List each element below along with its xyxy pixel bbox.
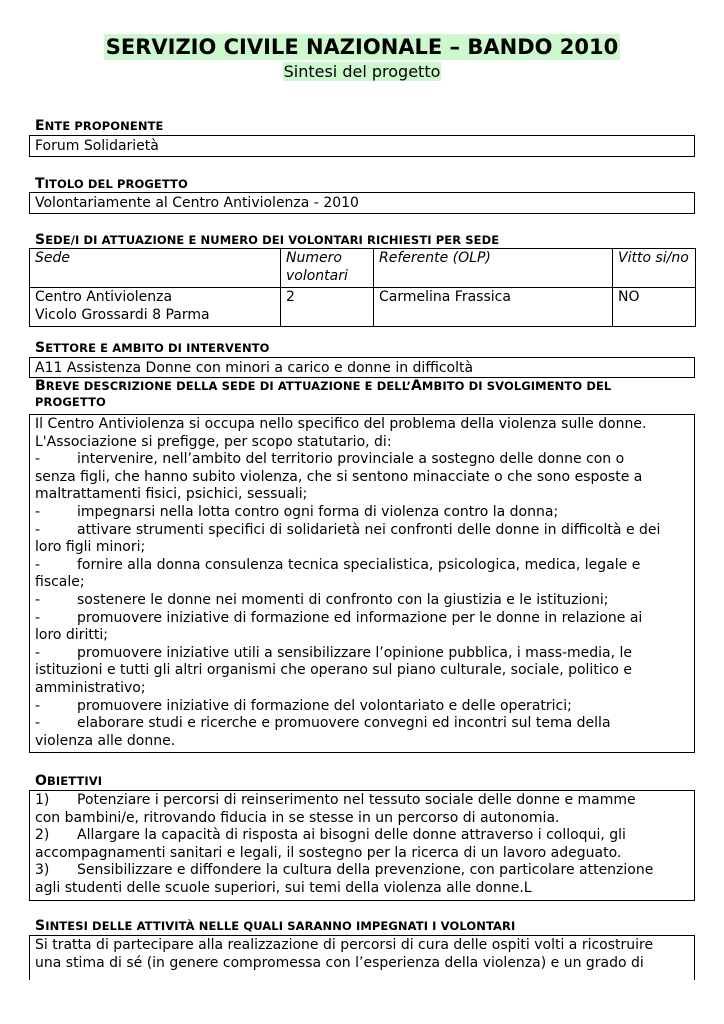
list-item: - promuovere iniziative utili a sensibilizzare l’opinione pubblica, i mass-media, le bbox=[35, 644, 633, 661]
list-item-continuation: accompagnamenti sanitari e legali, il sostegno per la ricerca di un lavoro adeguato. bbox=[35, 844, 622, 861]
ente-proponente-box bbox=[29, 135, 695, 157]
list-item-continuation: amministrativo; bbox=[35, 679, 146, 696]
sintesi-line: una stima di sé (in genere compromessa con l’esperienza della violenza) e un grado di bbox=[35, 954, 644, 971]
sede-name: Centro Antiviolenza bbox=[35, 289, 173, 305]
ente-proponente-value: Forum Solidarietà bbox=[35, 138, 159, 154]
list-item: - impegnarsi nella lotta contro ogni forma di violenza contro la donna; bbox=[35, 503, 559, 520]
descrizione-box bbox=[29, 414, 695, 753]
cell-referente: Carmelina Frassica bbox=[374, 288, 613, 327]
list-item: 2) Allargare la capacità di risposta ai bisogni delle donne attraverso i colloqui, gli bbox=[35, 827, 626, 844]
sedi-table-header-row bbox=[30, 249, 696, 288]
settore-value: A11 Assistenza Donne con minori a carico e donne in difficoltà bbox=[35, 360, 474, 376]
heading-sintesi-attivita: SINTESI DELLE ATTIVITÀ NELLE QUALI SARANNO IMPEGNATI I VOLONTARI bbox=[35, 918, 516, 934]
document-header bbox=[0, 34, 724, 81]
list-item-continuation: loro figli minori; bbox=[35, 539, 146, 556]
heading-sedi-attuazione: SEDE/I DI ATTUAZIONE E NUMERO DEI VOLONTARI RICHIESTI PER SEDE bbox=[35, 232, 500, 248]
column-header-sede: Sede bbox=[30, 249, 281, 288]
column-header-numero-volontari: Numero volontari bbox=[281, 249, 374, 288]
list-item: - fornire alla donna consulenza tecnica specialistica, psicologica, medica, legale e bbox=[35, 556, 641, 573]
list-item-continuation: istituzioni e tutti gli altri organismi che operano sul piano culturale, sociale, politico e bbox=[35, 662, 633, 679]
list-item: - attivare strumenti specifici di solidarietà nei confronti delle donne in difficoltà e dei bbox=[35, 521, 661, 538]
list-item: 3) Sensibilizzare e diffondere la cultura della prevenzione, con particolare attenzione bbox=[35, 862, 654, 879]
heading-ente-proponente: ENTE PROPONENTE bbox=[35, 118, 164, 134]
list-item: 1) Potenziare i percorsi di reinserimento nel tessuto sociale delle donne e mamme bbox=[35, 792, 636, 808]
list-item-continuation: loro diritti; bbox=[35, 627, 108, 644]
list-item-continuation: con bambini/e, ritrovando fiducia in se stesse in un percorso di autonomia. bbox=[35, 809, 560, 826]
descrizione-intro: Il Centro Antiviolenza si occupa nello specifico del problema della violenza sulle donne. bbox=[35, 416, 647, 432]
document-subtitle: Sintesi del progetto bbox=[283, 62, 441, 81]
titolo-progetto-box bbox=[29, 192, 695, 214]
document-title: SERVIZIO CIVILE NAZIONALE – BANDO 2010 bbox=[105, 35, 619, 59]
sede-address: Vicolo Grossardi 8 Parma bbox=[35, 306, 210, 323]
cell-vitto: NO bbox=[613, 288, 696, 327]
cell-sede bbox=[30, 288, 281, 327]
list-item: - elaborare studi e ricerche e promuovere convegni ed incontri sul tema della bbox=[35, 715, 611, 732]
descrizione-intro-2: L'Associazione si prefigge, per scopo statutario, di: bbox=[35, 433, 392, 450]
cell-numero-volontari: 2 bbox=[281, 288, 374, 327]
list-item: - promuovere iniziative di formazione del volontariato e delle operatrici; bbox=[35, 697, 572, 714]
table-row bbox=[30, 288, 696, 327]
sintesi-line: Si tratta di partecipare alla realizzazione di percorsi di cura delle ospiti volti a ricostruire bbox=[35, 937, 654, 953]
column-header-vitto: Vitto si/no bbox=[613, 249, 696, 288]
settore-box bbox=[29, 357, 695, 378]
obiettivi-box bbox=[29, 790, 695, 901]
list-item-continuation: senza figli, che hanno subito violenza, che si sentono minacciate o che sono esposte a bbox=[35, 468, 643, 485]
heading-titolo-progetto: TITOLO DEL PROGETTO bbox=[35, 176, 188, 192]
list-item: - sostenere le donne nei momenti di confronto con la giustizia e le istituzioni; bbox=[35, 591, 609, 608]
heading-breve-descrizione: BREVE DESCRIZIONE DELLA SEDE DI ATTUAZIONE E DELL’AMBITO DI SVOLGIMENTO DEL PROGETTO bbox=[35, 378, 612, 409]
list-item-continuation: fiscale; bbox=[35, 574, 85, 591]
list-item-continuation: maltrattamenti fisici, psichici, sessuali; bbox=[35, 486, 308, 503]
column-header-referente: Referente (OLP) bbox=[374, 249, 613, 288]
sintesi-box bbox=[29, 935, 695, 980]
heading-settore-ambito: SETTORE E AMBITO DI INTERVENTO bbox=[35, 340, 270, 356]
list-item: - promuovere iniziative di formazione ed informazione per le donne in relazione ai bbox=[35, 609, 643, 626]
list-item: - intervenire, nell’ambito del territorio provinciale a sostegno delle donne con o bbox=[35, 451, 625, 468]
list-item-continuation: agli studenti delle scuole superiori, sui temi della violenza alle donne.L bbox=[35, 879, 532, 896]
list-item-continuation: violenza alle donne. bbox=[35, 732, 176, 749]
titolo-progetto-value: Volontariamente al Centro Antiviolenza - 2010 bbox=[35, 195, 359, 211]
sedi-table bbox=[29, 248, 696, 327]
heading-obiettivi: OBIETTIVI bbox=[35, 773, 103, 789]
